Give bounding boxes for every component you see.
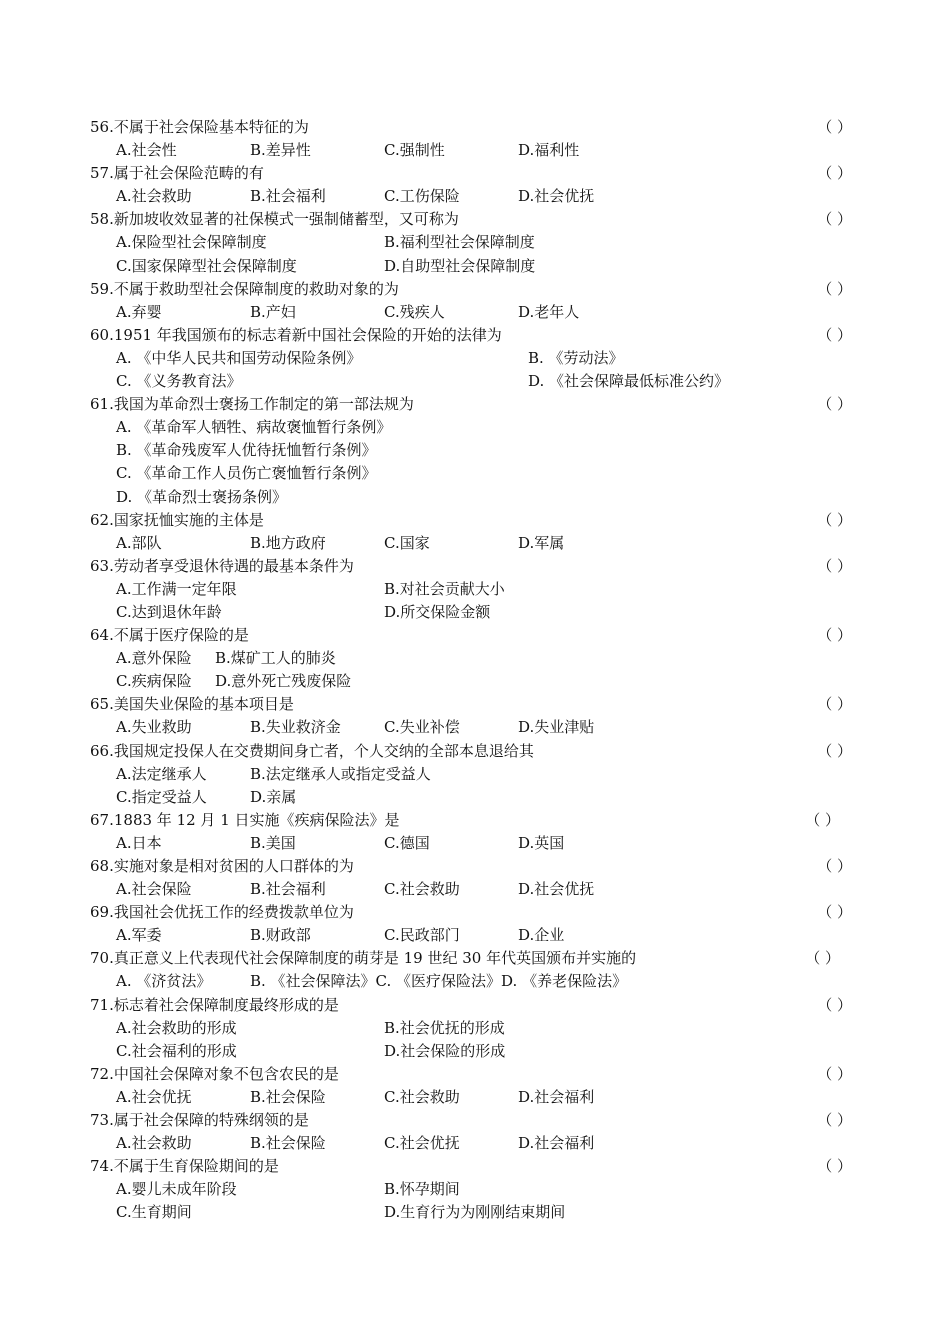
answer-option[interactable]: A.婴儿未成年阶段 bbox=[116, 1180, 237, 1199]
question-text: 72.中国社会保障对象不包含农民的是 bbox=[90, 1064, 339, 1083]
answer-blank[interactable]: （ ） bbox=[817, 741, 852, 760]
option-row bbox=[90, 231, 852, 254]
option-row bbox=[90, 532, 852, 555]
answer-option[interactable]: B.失业救济金 bbox=[250, 718, 341, 737]
question-text: 71.标志着社会保障制度最终形成的是 bbox=[90, 995, 339, 1014]
answer-option[interactable]: D.福利性 bbox=[518, 141, 580, 160]
answer-option[interactable]: D.社会优抚 bbox=[518, 880, 595, 899]
answer-option[interactable]: D.社会福利 bbox=[518, 1134, 595, 1153]
option-row bbox=[90, 763, 852, 786]
option-row bbox=[90, 416, 852, 439]
answer-blank[interactable]: （ ） bbox=[817, 556, 852, 575]
question-text: 64.不属于医疗保险的是 bbox=[90, 626, 249, 645]
option-row bbox=[90, 970, 852, 993]
answer-option[interactable]: C.国家 bbox=[384, 533, 430, 552]
option-row bbox=[90, 924, 852, 947]
answer-blank[interactable]: （ ） bbox=[817, 118, 852, 136]
answer-option[interactable]: D. 《社会保障最低标准公约》 bbox=[528, 372, 730, 391]
answer-option[interactable]: A.日本 bbox=[116, 833, 162, 852]
answer-option[interactable]: C.社会救助 bbox=[384, 1087, 460, 1106]
answer-option[interactable]: B.法定继承人或指定受益人 bbox=[250, 764, 431, 783]
answer-option[interactable]: B.社会福利 bbox=[250, 187, 326, 206]
question-stem bbox=[90, 116, 852, 139]
question-text: 59.不属于救助型社会保障制度的救助对象的为 bbox=[90, 279, 399, 298]
question-text: 68.实施对象是相对贫困的人口群体的为 bbox=[90, 857, 354, 875]
option-row bbox=[90, 1040, 852, 1063]
answer-option[interactable]: B. 《劳动法》 bbox=[528, 348, 624, 367]
option-row bbox=[90, 139, 852, 162]
answer-option[interactable]: A. 《济贫法》 bbox=[116, 972, 212, 991]
question-stem bbox=[90, 278, 852, 301]
answer-option[interactable]: C. 《革命工作人员伤亡褒恤暂行条例》 bbox=[116, 464, 377, 483]
question-text: 67.1883 年 12 月 1 日实施《疾病保险法》是 bbox=[90, 810, 400, 829]
option-row bbox=[90, 1132, 852, 1155]
question-text: 66.我国规定投保人在交费期间身亡者，个人交纳的全部本息退给其 bbox=[90, 741, 534, 760]
answer-blank[interactable]: （ ） bbox=[817, 903, 852, 922]
option-row bbox=[90, 439, 852, 462]
question-stem bbox=[90, 947, 852, 970]
answer-blank[interactable]: （ ） bbox=[817, 210, 852, 229]
answer-option[interactable]: B.福利型社会保障制度 bbox=[384, 233, 535, 252]
answer-blank[interactable]: （ ） bbox=[817, 325, 852, 344]
answer-option[interactable]: C.疾病保险 bbox=[116, 672, 192, 691]
answer-option[interactable]: B.产妇 bbox=[250, 302, 296, 321]
answer-blank[interactable]: （ ） bbox=[817, 510, 852, 529]
answer-option[interactable]: D.军属 bbox=[518, 533, 565, 552]
question-text: 74.不属于生育保险期间的是 bbox=[90, 1157, 279, 1176]
answer-option[interactable]: B.煤矿工人的肺炎 bbox=[215, 649, 336, 668]
question-text: 57.属于社会保险范畴的有 bbox=[90, 164, 264, 183]
answer-blank[interactable]: （ ） bbox=[805, 949, 840, 968]
answer-option[interactable]: B.社会保险 bbox=[250, 1134, 326, 1153]
answer-option[interactable]: B. 《革命残废军人优待抚恤暂行条例》 bbox=[116, 441, 377, 460]
answer-option[interactable]: B.社会保险 bbox=[250, 1087, 326, 1106]
option-row bbox=[90, 647, 852, 670]
option-row bbox=[90, 185, 852, 208]
answer-option[interactable]: D.老年人 bbox=[518, 302, 580, 321]
answer-option[interactable]: B.财政部 bbox=[250, 926, 311, 945]
answer-option[interactable]: C.社会福利的形成 bbox=[116, 1041, 237, 1060]
answer-option[interactable]: A.部队 bbox=[116, 533, 162, 552]
question-stem bbox=[90, 740, 852, 763]
option-row bbox=[90, 462, 852, 485]
answer-blank[interactable]: （ ） bbox=[817, 164, 852, 183]
answer-option[interactable]: D.自助型社会保障制度 bbox=[384, 256, 536, 275]
answer-option[interactable]: B.差异性 bbox=[250, 141, 311, 160]
question-text: 60.1951 年我国颁布的标志着新中国社会保险的开始的法律为 bbox=[90, 325, 502, 344]
answer-option[interactable]: A.社会救助 bbox=[116, 187, 192, 206]
question-stem bbox=[90, 624, 852, 647]
question-text: 61.我国为革命烈士褒扬工作制定的第一部法规为 bbox=[90, 395, 414, 414]
answer-option[interactable]: D.生育行为为刚刚结束期间 bbox=[384, 1203, 566, 1222]
option-row bbox=[90, 1086, 852, 1109]
option-row bbox=[90, 1178, 852, 1201]
answer-option[interactable]: A.社会救助 bbox=[116, 1134, 192, 1153]
question-text: 56.不属于社会保险基本特征的为 bbox=[90, 118, 309, 136]
question-stem bbox=[90, 693, 852, 716]
answer-blank[interactable]: （ ） bbox=[817, 857, 852, 875]
answer-option[interactable]: C.达到退休年龄 bbox=[116, 602, 222, 621]
option-row bbox=[90, 347, 852, 370]
answer-option[interactable]: A.社会保险 bbox=[116, 880, 192, 899]
question-stem bbox=[90, 324, 852, 347]
answer-option[interactable]: C.社会优抚 bbox=[384, 1134, 460, 1153]
answer-option[interactable]: D. 《革命烈士褒扬条例》 bbox=[116, 487, 288, 506]
answer-option[interactable]: A.法定继承人 bbox=[116, 764, 207, 783]
option-row bbox=[90, 1201, 852, 1224]
answer-blank[interactable]: （ ） bbox=[817, 995, 852, 1014]
answer-option[interactable]: A.失业救助 bbox=[116, 718, 192, 737]
option-row bbox=[90, 716, 852, 739]
answer-option[interactable]: C.失业补偿 bbox=[384, 718, 460, 737]
option-row bbox=[90, 878, 852, 901]
answer-option[interactable]: C.民政部门 bbox=[384, 926, 460, 945]
answer-blank[interactable]: （ ） bbox=[817, 1157, 852, 1176]
answer-option[interactable]: B.美国 bbox=[250, 833, 296, 852]
answer-option[interactable]: A. 《中华人民共和国劳动保险条例》 bbox=[116, 348, 362, 367]
question-stem bbox=[90, 809, 852, 832]
question-stem bbox=[90, 901, 852, 924]
answer-option[interactable]: A.社会优抚 bbox=[116, 1087, 192, 1106]
question-text: 62.国家抚恤实施的主体是 bbox=[90, 510, 264, 529]
answer-option[interactable]: B.怀孕期间 bbox=[384, 1180, 460, 1199]
answer-option[interactable]: B.地方政府 bbox=[250, 533, 326, 552]
answer-option[interactable]: A.军委 bbox=[116, 926, 162, 945]
answer-option[interactable]: D.英国 bbox=[518, 833, 565, 852]
answer-option[interactable]: B.对社会贡献大小 bbox=[384, 579, 505, 598]
answer-blank[interactable]: （ ） bbox=[817, 279, 852, 298]
option-row bbox=[90, 1017, 852, 1040]
answer-blank[interactable]: （ ） bbox=[817, 395, 852, 414]
question-stem bbox=[90, 162, 852, 185]
question-list bbox=[90, 116, 852, 1225]
answer-blank[interactable]: （ ） bbox=[817, 695, 852, 714]
question-text: 63.劳动者享受退休待遇的最基本条件为 bbox=[90, 556, 354, 575]
answer-option[interactable]: B.社会优抚的形成 bbox=[384, 1018, 505, 1037]
question-text: 70.真正意义上代表现代社会保障制度的萌芽是 19 世纪 30 年代英国颁布并实施的 bbox=[90, 949, 637, 968]
question-stem bbox=[90, 208, 852, 231]
answer-option[interactable]: D.失业津贴 bbox=[518, 718, 595, 737]
answer-option[interactable]: C.生育期间 bbox=[116, 1203, 192, 1222]
answer-option[interactable]: D.社会福利 bbox=[518, 1087, 595, 1106]
answer-option[interactable]: A.意外保险 bbox=[116, 649, 192, 668]
answer-option[interactable]: A.社会救助的形成 bbox=[116, 1018, 237, 1037]
answer-option[interactable]: D.企业 bbox=[518, 926, 565, 945]
answer-option[interactable]: C.指定受益人 bbox=[116, 787, 207, 806]
question-stem bbox=[90, 1063, 852, 1086]
option-row bbox=[90, 670, 852, 693]
question-text: 73.属于社会保障的特殊纲领的是 bbox=[90, 1111, 309, 1130]
answer-blank[interactable]: （ ） bbox=[817, 626, 852, 645]
answer-option[interactable]: C. 《义务教育法》 bbox=[116, 372, 242, 391]
question-stem bbox=[90, 1155, 852, 1178]
answer-option[interactable]: A.弃婴 bbox=[116, 302, 162, 321]
answer-option[interactable]: C.工伤保险 bbox=[384, 187, 460, 206]
option-row bbox=[90, 578, 852, 601]
answer-option[interactable]: B. 《社会保障法》C. 《医疗保险法》D. 《养老保险法》 bbox=[250, 972, 628, 991]
answer-blank[interactable]: （ ） bbox=[805, 810, 840, 829]
option-row bbox=[90, 255, 852, 278]
answer-option[interactable]: A.保险型社会保障制度 bbox=[116, 233, 267, 252]
answer-option[interactable]: A.工作满一定年限 bbox=[116, 579, 237, 598]
question-stem bbox=[90, 509, 852, 532]
answer-option[interactable]: D.社会保险的形成 bbox=[384, 1041, 506, 1060]
option-row bbox=[90, 486, 852, 509]
answer-option[interactable]: D.意外死亡残废保险 bbox=[215, 672, 352, 691]
question-text: 58.新加坡收效显著的社保模式一强制储蓄型，又可称为 bbox=[90, 210, 459, 229]
question-text: 69.我国社会优抚工作的经费拨款单位为 bbox=[90, 903, 354, 922]
answer-option[interactable]: D.社会优抚 bbox=[518, 187, 595, 206]
answer-option[interactable]: B.社会福利 bbox=[250, 880, 326, 899]
answer-option[interactable]: C.残疾人 bbox=[384, 302, 445, 321]
question-stem bbox=[90, 1109, 852, 1132]
answer-option[interactable]: A. 《革命军人牺牲、病故褒恤暂行条例》 bbox=[116, 418, 392, 437]
option-row bbox=[90, 832, 852, 855]
option-row bbox=[90, 786, 852, 809]
option-row bbox=[90, 301, 852, 324]
answer-option[interactable]: D.亲属 bbox=[250, 787, 297, 806]
question-text: 65.美国失业保险的基本项目是 bbox=[90, 695, 294, 714]
answer-option[interactable]: A.社会性 bbox=[116, 141, 177, 160]
answer-option[interactable]: D.所交保险金额 bbox=[384, 602, 491, 621]
answer-blank[interactable]: （ ） bbox=[817, 1064, 852, 1083]
question-stem bbox=[90, 994, 852, 1017]
answer-blank[interactable]: （ ） bbox=[817, 1111, 852, 1130]
option-row bbox=[90, 370, 852, 393]
answer-option[interactable]: C.德国 bbox=[384, 833, 430, 852]
option-row bbox=[90, 601, 852, 624]
answer-option[interactable]: C.社会救助 bbox=[384, 880, 460, 899]
question-stem bbox=[90, 393, 852, 416]
answer-option[interactable]: C.强制性 bbox=[384, 141, 445, 160]
question-stem bbox=[90, 555, 852, 578]
answer-option[interactable]: C.国家保障型社会保障制度 bbox=[116, 256, 297, 275]
question-stem bbox=[90, 855, 852, 878]
